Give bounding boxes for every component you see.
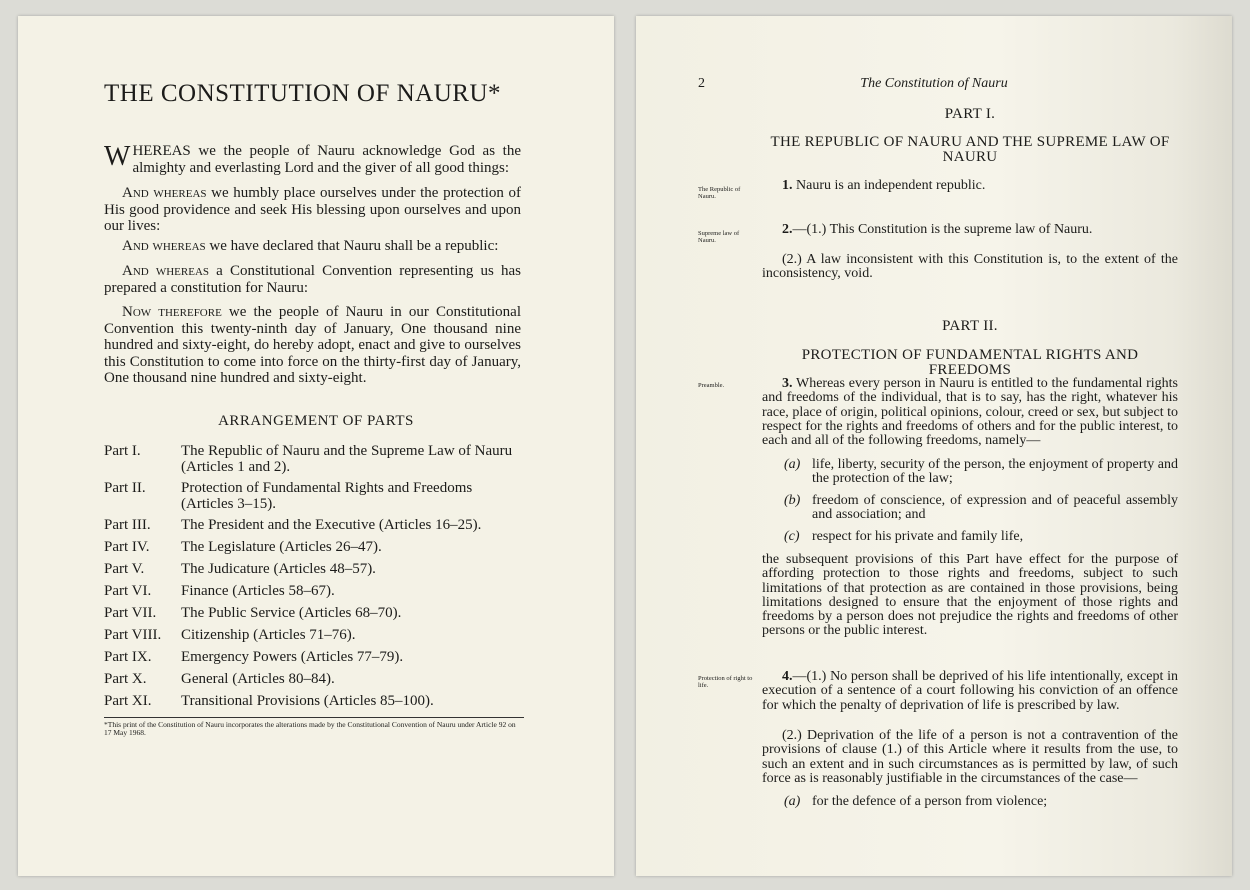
right-page <box>636 16 1232 876</box>
article-4-clause-2 <box>762 729 1178 786</box>
part-row <box>104 540 524 556</box>
part-description: Protection of Fundamental Rights and Freedoms (Articles 3–15). <box>181 480 473 512</box>
part-label: Part II. <box>104 480 146 496</box>
preamble-whereas <box>104 143 521 176</box>
preamble-text: we the people of Nauru in our Constitutional Convention this twenty-ninth day of January, One thousand nine hundred and sixty-eight, do hereby adopt, enact and give to ourselves this Constitution to come into force on the thirty-first day of January, One thousand nine hundred and sixty-eight. <box>104 304 521 386</box>
part-description: The Judicature (Articles 48–57). <box>181 561 376 577</box>
preamble-whereas-text: we the people of Nauru acknowledge God as the almighty and everlasting Lord and the giver of all good things: <box>132 143 521 176</box>
article-number: 4. <box>782 669 793 684</box>
clause-text: (2.) A law inconsistent with this Constitution is, to the extent of the inconsistency, void. <box>762 252 1178 282</box>
item-text: for the defence of a person from violence; <box>812 794 1048 809</box>
margin-note: Preamble. <box>698 382 725 389</box>
part-label: Part V. <box>104 561 145 577</box>
preamble-whereas-lead: HEREAS <box>132 143 191 159</box>
preamble-and-whereas-2 <box>104 238 521 255</box>
preamble-lead: Now therefore <box>122 304 222 320</box>
part-label: Part XI. <box>104 693 152 709</box>
part-label: Part III. <box>104 517 151 533</box>
part-description: The Legislature (Articles 26–47). <box>181 539 382 555</box>
part-row <box>104 518 524 534</box>
part-label: Part IX. <box>104 649 152 665</box>
preamble-and-whereas-1 <box>104 185 521 235</box>
part-description: The President and the Executive (Articles 16–25). <box>181 517 482 533</box>
part-row <box>104 444 524 475</box>
part-row <box>104 481 524 512</box>
article-text: Nauru is an independent republic. <box>792 178 986 193</box>
part-row <box>104 606 524 622</box>
part-row <box>104 562 524 578</box>
item-text: life, liberty, security of the person, the enjoyment of property and the protection of the law; <box>812 457 1178 487</box>
article-3-tail <box>762 553 1178 639</box>
running-header: The Constitution of Nauru <box>860 76 1008 91</box>
part-heading: PART I. <box>944 106 996 122</box>
article-3-item <box>784 530 1178 544</box>
margin-note: Supreme law of Nauru. <box>698 230 740 244</box>
article-2 <box>762 223 1178 237</box>
part-row <box>104 584 524 600</box>
clause-text: (2.) Deprivation of the life of a person is not a contravention of the provisions of clause (1.) of this Article where it results from the use, to such an extent and in such circumstances as is permitted by law, of such force as is reasonably justifiable in the circumstances of the case— <box>762 728 1178 786</box>
part-label: Part VIII. <box>104 627 162 643</box>
part-title: THE REPUBLIC OF NAURU AND THE SUPREME LAW OF NAURU <box>770 134 1170 165</box>
preamble-text: a Constitutional Convention representing us has prepared a constitution for Nauru: <box>104 263 521 296</box>
arrangement-heading: ARRANGEMENT OF PARTS <box>218 413 414 429</box>
article-number: 3. <box>782 376 793 391</box>
part-row <box>104 628 524 644</box>
part-description: The Public Service (Articles 68–70). <box>181 605 402 621</box>
part-description: Finance (Articles 58–67). <box>181 583 335 599</box>
part-label: Part IV. <box>104 539 150 555</box>
preamble-lead: And whereas <box>122 263 210 279</box>
article-2-clause-2 <box>762 253 1178 282</box>
item-label: (b) <box>784 493 801 508</box>
margin-note: The Republic of Nauru. <box>698 186 741 200</box>
margin-note: Protection of right to life. <box>698 675 753 689</box>
preamble-now-therefore <box>104 304 521 387</box>
part-row <box>104 650 524 666</box>
preamble-text: we humbly place ourselves under the protection of His good providence and seek His blessing upon ourselves and upon our lives: <box>104 185 522 234</box>
article-text: —(1.) No person shall be deprived of his life intentionally, except in execution of a sentence of a court following his conviction of an offence for which the penalty of deprivation of life is prescribed by law. <box>762 669 1178 713</box>
article-text: —(1.) This Constitution is the supreme law of Nauru. <box>792 222 1093 237</box>
part-description: General (Articles 80–84). <box>181 671 335 687</box>
article-4 <box>762 670 1178 713</box>
article-3-item <box>784 458 1178 487</box>
part-description: Citizenship (Articles 71–76). <box>181 627 356 643</box>
article-text: Whereas every person in Nauru is entitled to the fundamental rights and freedoms of the individual, that is to say, has the right, whatever his race, place of origin, political opinions, colour, creed or sex, but subject to respect for the rights and freedoms of others and for the public interest, to each and all of the following freedoms, namely— <box>762 376 1178 449</box>
dropcap-letter: W <box>104 141 131 172</box>
part-description: Transitional Provisions (Articles 85–100). <box>181 693 434 709</box>
article-4-item <box>784 795 1178 809</box>
part-label: Part I. <box>104 443 141 459</box>
page-number: 2 <box>698 76 705 91</box>
part-row <box>104 672 524 688</box>
item-text: respect for his private and family life, <box>812 529 1024 544</box>
preamble-lead: And whereas <box>122 238 206 254</box>
item-text: freedom of conscience, of expression and of peaceful assembly and association; and <box>812 493 1178 523</box>
preamble-lead: And whereas <box>122 185 207 201</box>
part-heading: PART II. <box>942 318 998 334</box>
article-3-item <box>784 494 1178 523</box>
item-label: (c) <box>784 529 800 544</box>
article-text: the subsequent provisions of this Part have effect for the purpose of affording protection to those rights and freedoms, subject to such limitations of that protection as are contained in those provisions, being limitations designed to ensure that the enjoyment of those rights and freedoms by a person does not prejudice the rights and freedoms of other persons or the public interest. <box>762 552 1178 639</box>
part-label: Part X. <box>104 671 147 687</box>
footnote: *This print of the Constitution of Nauru incorporates the alterations made by the Constitutional Convention of Nauru under Article 92 on 17 May 1968. <box>104 717 524 737</box>
left-page <box>18 16 614 876</box>
part-description: The Republic of Nauru and the Supreme Law of Nauru (Articles 1 and 2). <box>181 443 513 475</box>
part-row <box>104 694 524 710</box>
article-1 <box>762 179 1178 193</box>
article-number: 2. <box>782 222 793 237</box>
part-title: PROTECTION OF FUNDAMENTAL RIGHTS AND FREEDOMS <box>801 347 1139 378</box>
constitution-title: THE CONSTITUTION OF NAURU* <box>104 80 502 107</box>
part-description: Emergency Powers (Articles 77–79). <box>181 649 404 665</box>
preamble-text: we have declared that Nauru shall be a republic: <box>205 238 499 254</box>
article-3 <box>762 377 1178 448</box>
article-number: 1. <box>782 178 793 193</box>
item-label: (a) <box>784 794 801 809</box>
preamble-and-whereas-3 <box>104 263 521 296</box>
part-label: Part VII. <box>104 605 157 621</box>
item-label: (a) <box>784 457 801 472</box>
part-label: Part VI. <box>104 583 152 599</box>
